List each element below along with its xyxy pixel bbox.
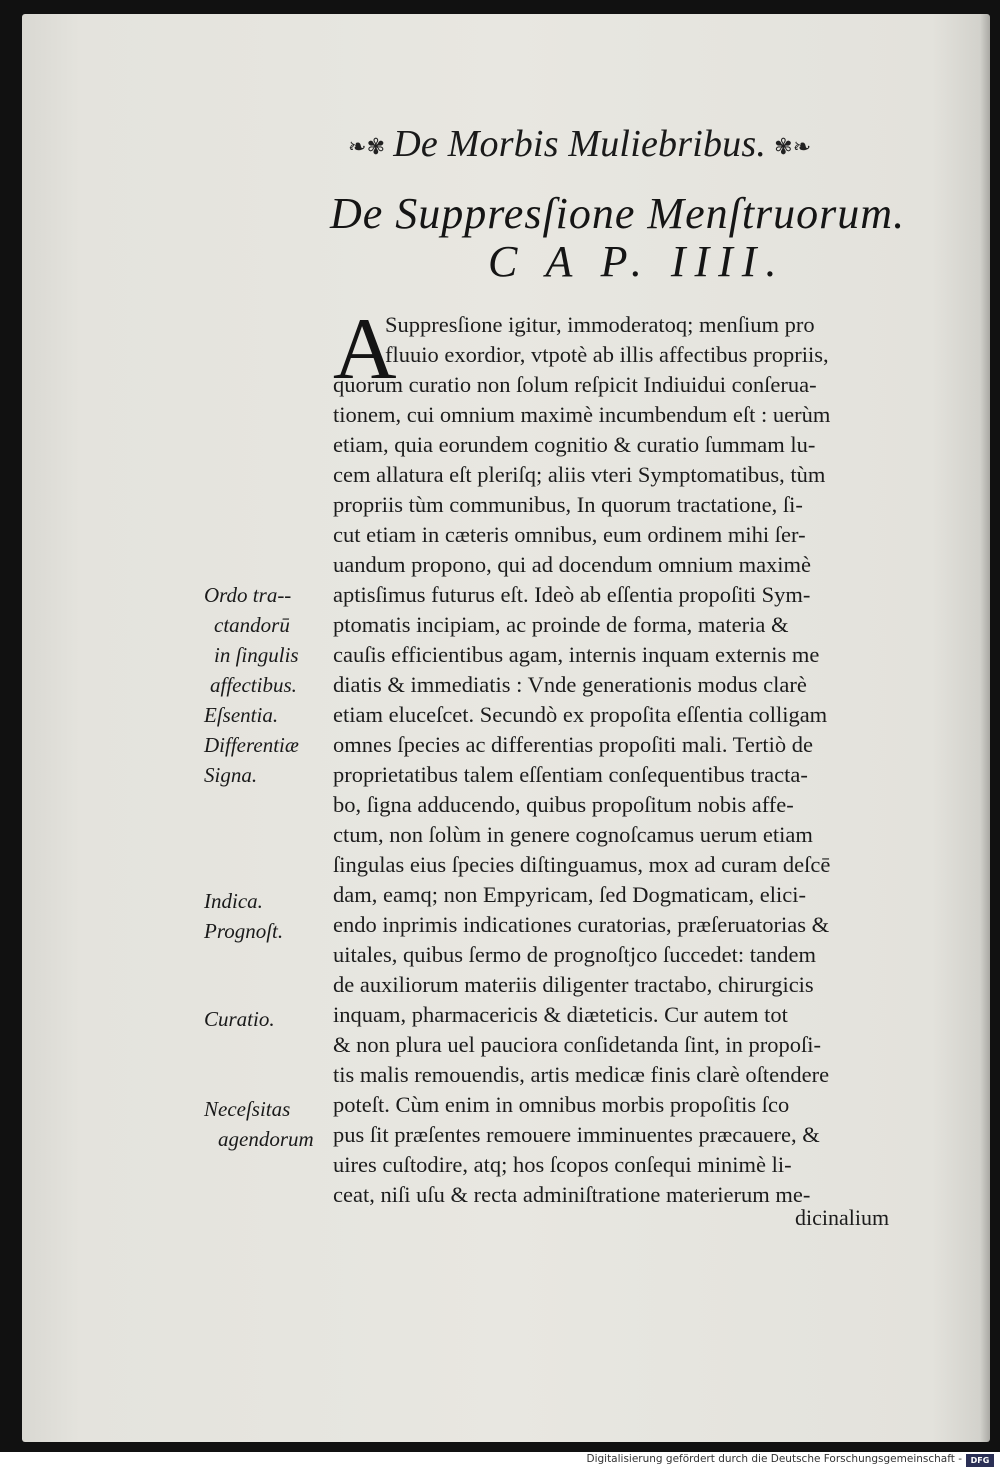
body-line: ceat, niſi uſu & recta adminiſtratione materierum me-	[333, 1182, 811, 1207]
catchword: dicinalium	[795, 1205, 890, 1230]
body-line: Suppresſione igitur, immoderatoq; menſium pro	[385, 312, 815, 337]
footer-bar	[0, 1452, 1000, 1469]
margin-note: Curatio.	[204, 1007, 275, 1031]
body-line: inquam, pharmacericis & diæteticis. Cur autem tot	[333, 1002, 788, 1027]
body-line: etiam eluceſcet. Secundò ex propoſita eſſentia colligam	[333, 702, 828, 727]
body-line: dam, eamq; non Empyricam, ſed Dogmaticam, elici-	[333, 882, 806, 907]
running-head-text: De Morbis Muliebribus.	[393, 123, 767, 165]
body-line: cem allatura eſt pleriſq; aliis vteri Symptomatibus, tùm	[333, 462, 826, 487]
body-line: aptisſimus futurus eſt. Ideò ab eſſentia propoſiti Sym-	[333, 582, 811, 607]
body-line: de auxiliorum materiis diligenter tractabo, chirurgicis	[333, 972, 814, 997]
body-line: cut etiam in cæteris omnibus, eum ordinem mihi ſer-	[333, 522, 806, 547]
body-line: omnes ſpecies ac differentias propoſiti mali. Tertiò de	[333, 732, 813, 757]
body-line: propriis tùm communibus, In quorum tractatione, ſi-	[333, 492, 803, 517]
margin-note: Signa.	[204, 763, 258, 787]
margin-note: agendorum	[218, 1127, 314, 1151]
margin-note: affectibus.	[210, 673, 297, 697]
body-line: diatis & immediatis : Vnde generationis modus clarè	[333, 672, 807, 697]
margin-note: Indica.	[204, 889, 263, 913]
body-line: pus ſit præſentes remouere imminuentes præcauere, &	[333, 1122, 820, 1147]
body-line: uandum propono, qui ad docendum omnium maximè	[333, 552, 812, 577]
body-line: fluuio exordior, vtpotè ab illis affectibus propriis,	[385, 342, 829, 367]
body-line: tionem, cui omnium maximè incumbendum eſt : uerùm	[333, 402, 831, 427]
dfg-logo: DFG	[966, 1454, 994, 1467]
margin-note: Eſsentia.	[204, 703, 279, 727]
page-edge-shadow	[980, 14, 990, 1442]
ornament-right-icon: ✾❧	[774, 134, 812, 160]
body-line: ſingulas eius ſpecies diſtinguamus, mox ad curam deſcē	[333, 852, 831, 877]
margin-note: ctandorū	[214, 613, 290, 637]
body-line: bo, ſigna adducendo, quibus propoſitum nobis affe-	[333, 792, 794, 817]
margin-note: Prognoſt.	[204, 919, 284, 943]
margin-note: Neceſsitas	[204, 1097, 291, 1121]
chapter-number: C A P. IIII.	[488, 237, 786, 286]
body-line: cauſis efficientibus agam, internis inquam externis me	[333, 642, 820, 667]
margin-note: in ſingulis	[214, 643, 299, 667]
body-line: uires cuſtodire, atq; hos ſcopos conſequi minimè li-	[333, 1152, 792, 1177]
drop-cap: A	[333, 301, 397, 398]
body-line: etiam, quia eorundem cognitio & curatio ſummam lu-	[333, 432, 816, 457]
running-head	[340, 122, 900, 166]
body-line: endo inprimis indicationes curatorias, præſeruatorias &	[333, 912, 830, 937]
body-line: tis malis remouendis, artis medicæ finis clarè oſtendere	[333, 1062, 830, 1087]
body-line: poteſt. Cùm enim in omnibus morbis propoſitis ſco	[333, 1092, 790, 1117]
footer-credit: Digitalisierung gefördert durch die Deutsche Forschungsgemeinschaft -	[586, 1453, 962, 1465]
body-line: quorum curatio non ſolum reſpicit Indiuidui conſerua-	[333, 372, 817, 397]
body-line: proprietatibus talem eſſentiam conſequentibus tracta-	[333, 762, 808, 787]
margin-note: Ordo tra--	[204, 583, 292, 607]
chapter-title: De Suppresſione Menſtruorum.	[330, 189, 906, 238]
body-line: ctum, non ſolùm in genere cognoſcamus uerum etiam	[333, 822, 813, 847]
body-line: & non plura uel pauciora conſidetanda ſint, in propoſi-	[333, 1032, 821, 1057]
body-line: ptomatis incipiam, ac proinde de forma, materia &	[333, 612, 789, 637]
margin-note: Differentiæ	[204, 733, 299, 757]
body-line: uitales, quibus ſermo de prognoſtjco ſuccedet: tandem	[333, 942, 816, 967]
ornament-left-icon: ❧✾	[348, 134, 386, 160]
